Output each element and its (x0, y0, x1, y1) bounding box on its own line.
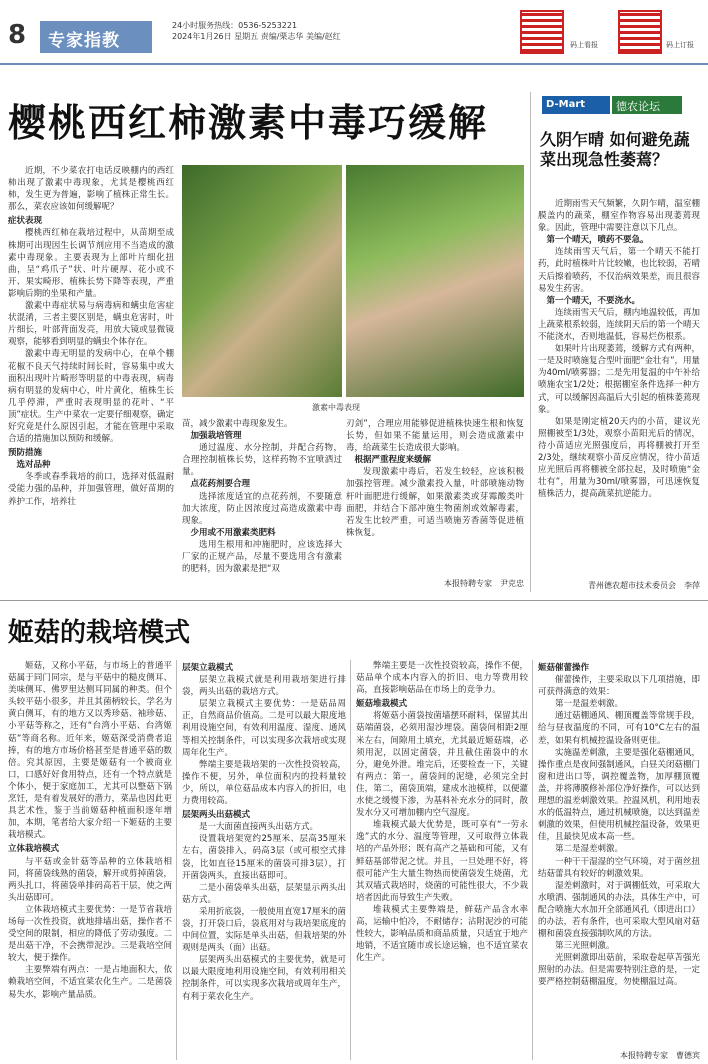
subheading: 姬菇堆栽模式 (356, 699, 408, 710)
paragraph: 选用生根用和冲施肥时，应该选择大厂家的正规产品，尽量不要选用含有激素的肥料，因为激素是把“双 (182, 539, 342, 575)
paragraph: 刃剑”，合理应用能够促进植株快速生根和恢复长势，但如果不能量运用，则会造成激素中毒，给蔬菜生长造成很大影响。 (346, 419, 524, 454)
paragraph: 层架两头出菇模式的主要优势，就是可以最大限度地利用设施空间，有效利用相关控制条件，可以实现多次栽培或周年生产，有利于菜农化生产。 (182, 955, 346, 1002)
article2-col4 (538, 660, 700, 1048)
subheading: 第一个晴天，不要浇水。 (546, 295, 641, 306)
forum-logo: 德农论坛 (612, 96, 682, 114)
column-divider (350, 660, 351, 1060)
subheading: 第一个晴天，喷药不要急。 (546, 235, 649, 246)
subheading: 层架立栽模式 (182, 663, 234, 673)
article2-byline: 本报特聘专家 曹德宾 (620, 1051, 700, 1060)
tomato-photo-2 (346, 165, 524, 397)
tomato-photo-1 (182, 165, 342, 397)
subheading: 加强栽培管理 (190, 431, 242, 442)
paragraph: 光照刺激即出菇前，采取卷起草苫强光照射的办法。但是需要特别注意的是，一定要严格控制菇棚温度，勿使棚温过高。 (538, 953, 700, 988)
paragraph: 立体栽培模式主要优势：一是节省栽培场每一次性投资，就地排墙出菇，操作者不受空间的限制，相应的降低了劳动强度。二是出菇干净，不会携带泥沙。三是栽培空间较大，便于操作。 (8, 904, 172, 964)
column-divider (532, 660, 533, 1060)
paragraph: 通过菇棚通风、棚顶覆盖等常规手段，给与昼夜温度的不同，可有10°C左右的温差，如果有机械控温设备则更佳。 (538, 711, 700, 746)
paragraph: 一种干干湿湿的空气环境，对于菌丝扭结菇蕾具有较好的刺激效果。 (538, 856, 700, 879)
qr-code-subscribe[interactable] (618, 10, 662, 54)
paragraph: 湿差刺激时，对于调棚低效，可采取大水喷洒、强制通风的办法，具体生产中，可配合喷施大水加开全部通风孔（即进出口）的办法，若有条件，也可采取大型风扇对菇棚和菌袋直接强制吹风的方法。 (538, 880, 700, 940)
photo-caption: 激素中毒表现 (312, 403, 360, 412)
paragraph: 第三光照刺激。 (555, 941, 615, 952)
article2-title: 姬菇的栽培模式 (8, 618, 191, 648)
paragraph: 弊端主要是栽培架的一次性投资较高，操作不便，另外，单位面积内的投料量较少，所以，单位菇品成本内容入的折旧，电力费用较高。 (182, 759, 346, 807)
qr-label-read: 码上看报 (570, 41, 598, 49)
issue-date: 2024年1月26日 星期五 责编/栗志华 美编/赵红 (172, 32, 341, 41)
qr-label-subscribe: 码上订报 (666, 41, 694, 49)
paragraph: 苗，减少激素中毒现象发生。 (182, 419, 293, 429)
page-number: 8 (8, 20, 27, 50)
section-tag: 专家指教 (40, 21, 152, 53)
paragraph: 是一大面菌直接两头出菇方式。 (199, 822, 319, 833)
article2-col3 (356, 660, 528, 1060)
article1-byline: 本报特聘专家 尹克忠 (444, 579, 524, 588)
paragraph: 激素中毒症状易与病毒病和螨虫危害症状混淆，三者主要区别是，螨虫危害时，叶片细长，叶部背面发亮，用放大镜或显微镜观察，能够看到明显的螨虫个体存在。 (8, 301, 174, 348)
paragraph: 发现激素中毒后，若发生较轻，应该积极加强控管理。减少激素投入量，叶部喷施动物杆叶面肥进行缓解，如果激素类或芽霉酸类叶面肥，并结合下部冲施生物菌剂或效解毒素，若发生比较严重，可适当喷施芳香菌等促进植株恢复。 (346, 467, 524, 538)
subheading: 根据严重程度来缓解 (354, 455, 432, 466)
paragraph: 实施温差刺激，主要是强化菇棚通风，操作重点是夜间强制通风，白昼关闭菇棚门窗和进出口等，调控覆盖物，加厚棚顶覆盖，并将薄膜修补部位净好操作，可以达到理想的温差刺激效果。控温风机，利用地表水的低温特点，通过机械喷施，以达到温差刺激的效果，但使用机械控温设备，效果更佳，且最快见成本高一些。 (538, 747, 700, 843)
paragraph: 堆栽模式最大优势是，既可享有“一劳永逸”式的水分、温度等管理，又可取得立体栽培的产品外形；既有高产之基础和可能，又有鲜菇基部带泥之忧。并且，一旦处理不好，将很可能产生大量生物热而使菌袋发生烧菌，尤其双墙式栽培时，烧菌的可能性很大，不少栽培者因此而导致生产失败。 (356, 820, 528, 903)
paragraph: 激素中毒无明显的发病中心，在单个棚花椒不良天气持续时间长时，容易集中或大面积出现叶片畸形等明显的中毒表现，病毒病有明显的发病中心，叶片黄化，植株生长几乎停滞，严重时表现明显的花叶、“平顶”症状。生产中菜农一定要仔细观察，确定好究竟是什么原因引起，才能在管理中采取合适的措施加以预防和缓解。 (8, 349, 174, 445)
qr-code-read[interactable] (520, 10, 564, 54)
paragraph: 设置栽培架宽约25厘米、层高35厘米左右，菌袋排入，码高3层（或可根空式排袋，比如直径15厘米的菌袋可排3层），打开菌袋两头，直接出菇即可。 (182, 834, 346, 881)
column-divider (176, 660, 177, 1060)
paragraph: 选择浓度适宜的点花药剂，不要随意加大浓度，防止因浓度过高造成激素中毒现象。 (182, 491, 342, 526)
article2-col1 (8, 660, 172, 1060)
article1-col2 (182, 418, 342, 590)
sidebar-byline: 青州德农超市技术委员会 李萍 (588, 581, 700, 590)
paragraph: 弊端主要是一次性投资较高，操作不便，菇品单个成本内容入的折旧、电力等费用较高，直接影响菇品在市场上的竞争力。 (356, 661, 528, 696)
subheading-prevention: 预防措施 (8, 448, 43, 459)
sidebar-body (538, 198, 700, 578)
paragraph: 通过温度、水分控制，并配合药物，合理控制植株长势，这样药物不宜喷洒过量。 (182, 443, 342, 478)
paragraph: 层架立栽模式主要优势：一是菇品周正，自然商品价值高。二是可以最大限度地利用设施空间，有效利用温度、湿度、通风等相关控制条件，可以实现多次栽培或实现周年化生产。 (182, 699, 346, 758)
subheading: 姬菇催蕾操作 (538, 663, 590, 673)
paragraph: 将姬菇小菌袋按菌墙摆环耐料，保留其出菇端菌袋，必须用湿沙埋袋。菌袋间相距2厘米左右，间隙用土填充，尤其最近姬菇端，必须用泥，以固定菌袋，并且截住菌袋中的水分，避免外泄。堆完后，还要检查一下，关键有两点：第一，菌袋间的泥缝，必须完全封住，第二，菌袋顶端，建成水池模样，以便灌水使之缓慢下渗，为基料补充水分的同时，散发水分又可增加棚内空气湿度。 (356, 711, 528, 819)
paragraph: 催蕾操作，主要采取以下几项措施，即可获得满意的效果： (538, 675, 700, 698)
subheading: 少用或不用激素类肥料 (190, 527, 276, 538)
column-divider (530, 92, 531, 592)
paragraph: 采用折底袋，一般使用直宽17厘米的菌袋，打开袋口后，袋底用对与栽培架底度的中间位置，实际是单头出菇，但栽培架的外观则是两头（面）出菇。 (182, 906, 346, 954)
paragraph: 二是小菌袋单头出菇，层架显示两头出菇方式。 (182, 882, 346, 905)
paragraph: 如果叶片出现萎蔫，缓解方式有两种，一是及时喷施复合型叶面肥“金壮有”，用量为40ml/喷雾器；二是先用复温的中午补给喷施农宝1/2处；根据棚室条件选择一种方式，可以缓解因高温后大引起的植株萎蔫现象。 (538, 344, 700, 415)
header-rule (0, 63, 708, 65)
subheading: 层架两头出菇模式 (182, 810, 251, 821)
paragraph: 近期雨雪天气频繁，久阴乍晴，温室棚膜盖内的蔬菜，棚室作物容易出现萎蔫现象。因此，管理中需要注意以下几点。 (538, 199, 700, 234)
paragraph: 主要弊端有两点：一是占地面积大，依赖栽培空间，不适宜菜农化生产。二是菌袋易失水，影响产量品质。 (8, 965, 172, 1000)
article1-col3 (346, 418, 524, 578)
paragraph: 第一是温差刺激。 (555, 699, 624, 710)
dmart-logo: D-Mart (542, 96, 610, 114)
article1-title: 樱桃西红柿激素中毒巧缓解 (8, 100, 489, 145)
hotline: 24小时服务热线：0536-5253221 (172, 21, 298, 30)
section-separator (0, 600, 708, 601)
paragraph: 如果是刚定植20天内的小苗，建议光照棚被至1/3处，观察小苗阳光后的情况，待小苗适应光照强度后，再将棚被打开至2/3处，继续观察小苗反应情况，待小苗适应光照后再将棚被全部拉起，及时喷施“金壮有”，用量为30ml/喷雾器，可迅速恢复植株活力，提高蔬菜抗逆能力。 (538, 416, 700, 500)
paragraph: 连续雨雪天气后，第一个晴天不能打药，此时植株叶片比较嫩，也比较弱，若晴天后擦着喷药，不仅治病效果差，而且很容易发生药害。 (538, 247, 700, 294)
paragraph: 近期，不少菜农打电话反映棚内的西红柿出现了激素中毒现象，尤其是樱桃西红柿，发生更为普遍，影响了植株正常生长。那么，菜农应该如何缓解呢？ (8, 166, 174, 213)
sidebar-title: 久阴乍晴 如何避免蔬菜出现急性萎蔫？ (540, 130, 690, 169)
paragraph: 姬菇，又称小平菇，与市场上的普通平菇属于同门同宗，是与平菇中的糙皮侧耳、美味侧耳、佛罗里达侧耳同属的种类。但个头较平菇小很多，并且其菌柄较长，学名为黄白侧耳，有的地方又以秀珍菇、袖珍菇、小平菇等称之，还有“台湾小平菇、台湾姬菇”等商名称。近年来，姬菇深受消费者追捧，有的地方市场价格甚至是普通平菇的数倍。究其原因，主要是姬菇有一个被商业口，口感好好食用特点，还有一个特点就是个体小，便于家庭加工，尤其可以整菇下锅烹饪，是有着发展好的潜力，菜品也因此更具艺术性，鉴于当前姬菇种植面积逐年增加，本期，笔者给大家介绍一下姬菇的主要栽培模式。 (8, 661, 172, 841)
article1-col1 (8, 165, 174, 590)
paragraph: 与平菇或金针菇等品种的立体栽培相同，将菌袋线熟的菌袋，解开或剪掉菌袋，两头扎口，将菌袋单排码高若干层，使之两头出菇即可。 (8, 856, 172, 903)
paragraph: 层架立栽模式就是利用栽培架进行排袋，两头出菇的栽培方式。 (182, 675, 346, 698)
subheading: 选对品种 (16, 460, 51, 471)
paragraph: 连续雨雪天气后，棚内地温较低，再加上蔬菜根系较弱，连续阴天后的第一个晴天不能浇水，否则地温低，容易烂伤根系。 (538, 307, 700, 343)
paragraph: 第二是湿差刺激。 (555, 844, 624, 855)
paragraph: 堆栽模式主要弊端是，鲜菇产品含水率高，运输中怕冷，不耐储存；沾附泥沙的可能性较大，影响品质和商品质量，只适宜于地产地销，不适宜随市或长途运输，也不适宜菜农化生产。 (356, 904, 528, 964)
subheading: 立体栽培模式 (8, 844, 60, 855)
subheading-symptoms: 症状表现 (8, 216, 43, 227)
paragraph: 樱桃西红柿在栽培过程中，从苗期至成株期可出现因生长调节剂应用不当造成的激素中毒现象。主要表现为上部叶片细化扭曲，呈“鸡爪子”状、叶片硬厚、花小或不开、果实畸形、植株长势下降等表现，严重影响后期的坐果和产量。 (8, 228, 174, 299)
header-info (172, 20, 341, 42)
paragraph: 冬季或春季栽培的前口，选择对低温耐受能力强的品种，并加强管理，做好苗期的养护工作，培养壮 (8, 472, 174, 507)
subheading: 点花药剂要合理 (190, 479, 251, 490)
article2-col2 (182, 660, 346, 1060)
